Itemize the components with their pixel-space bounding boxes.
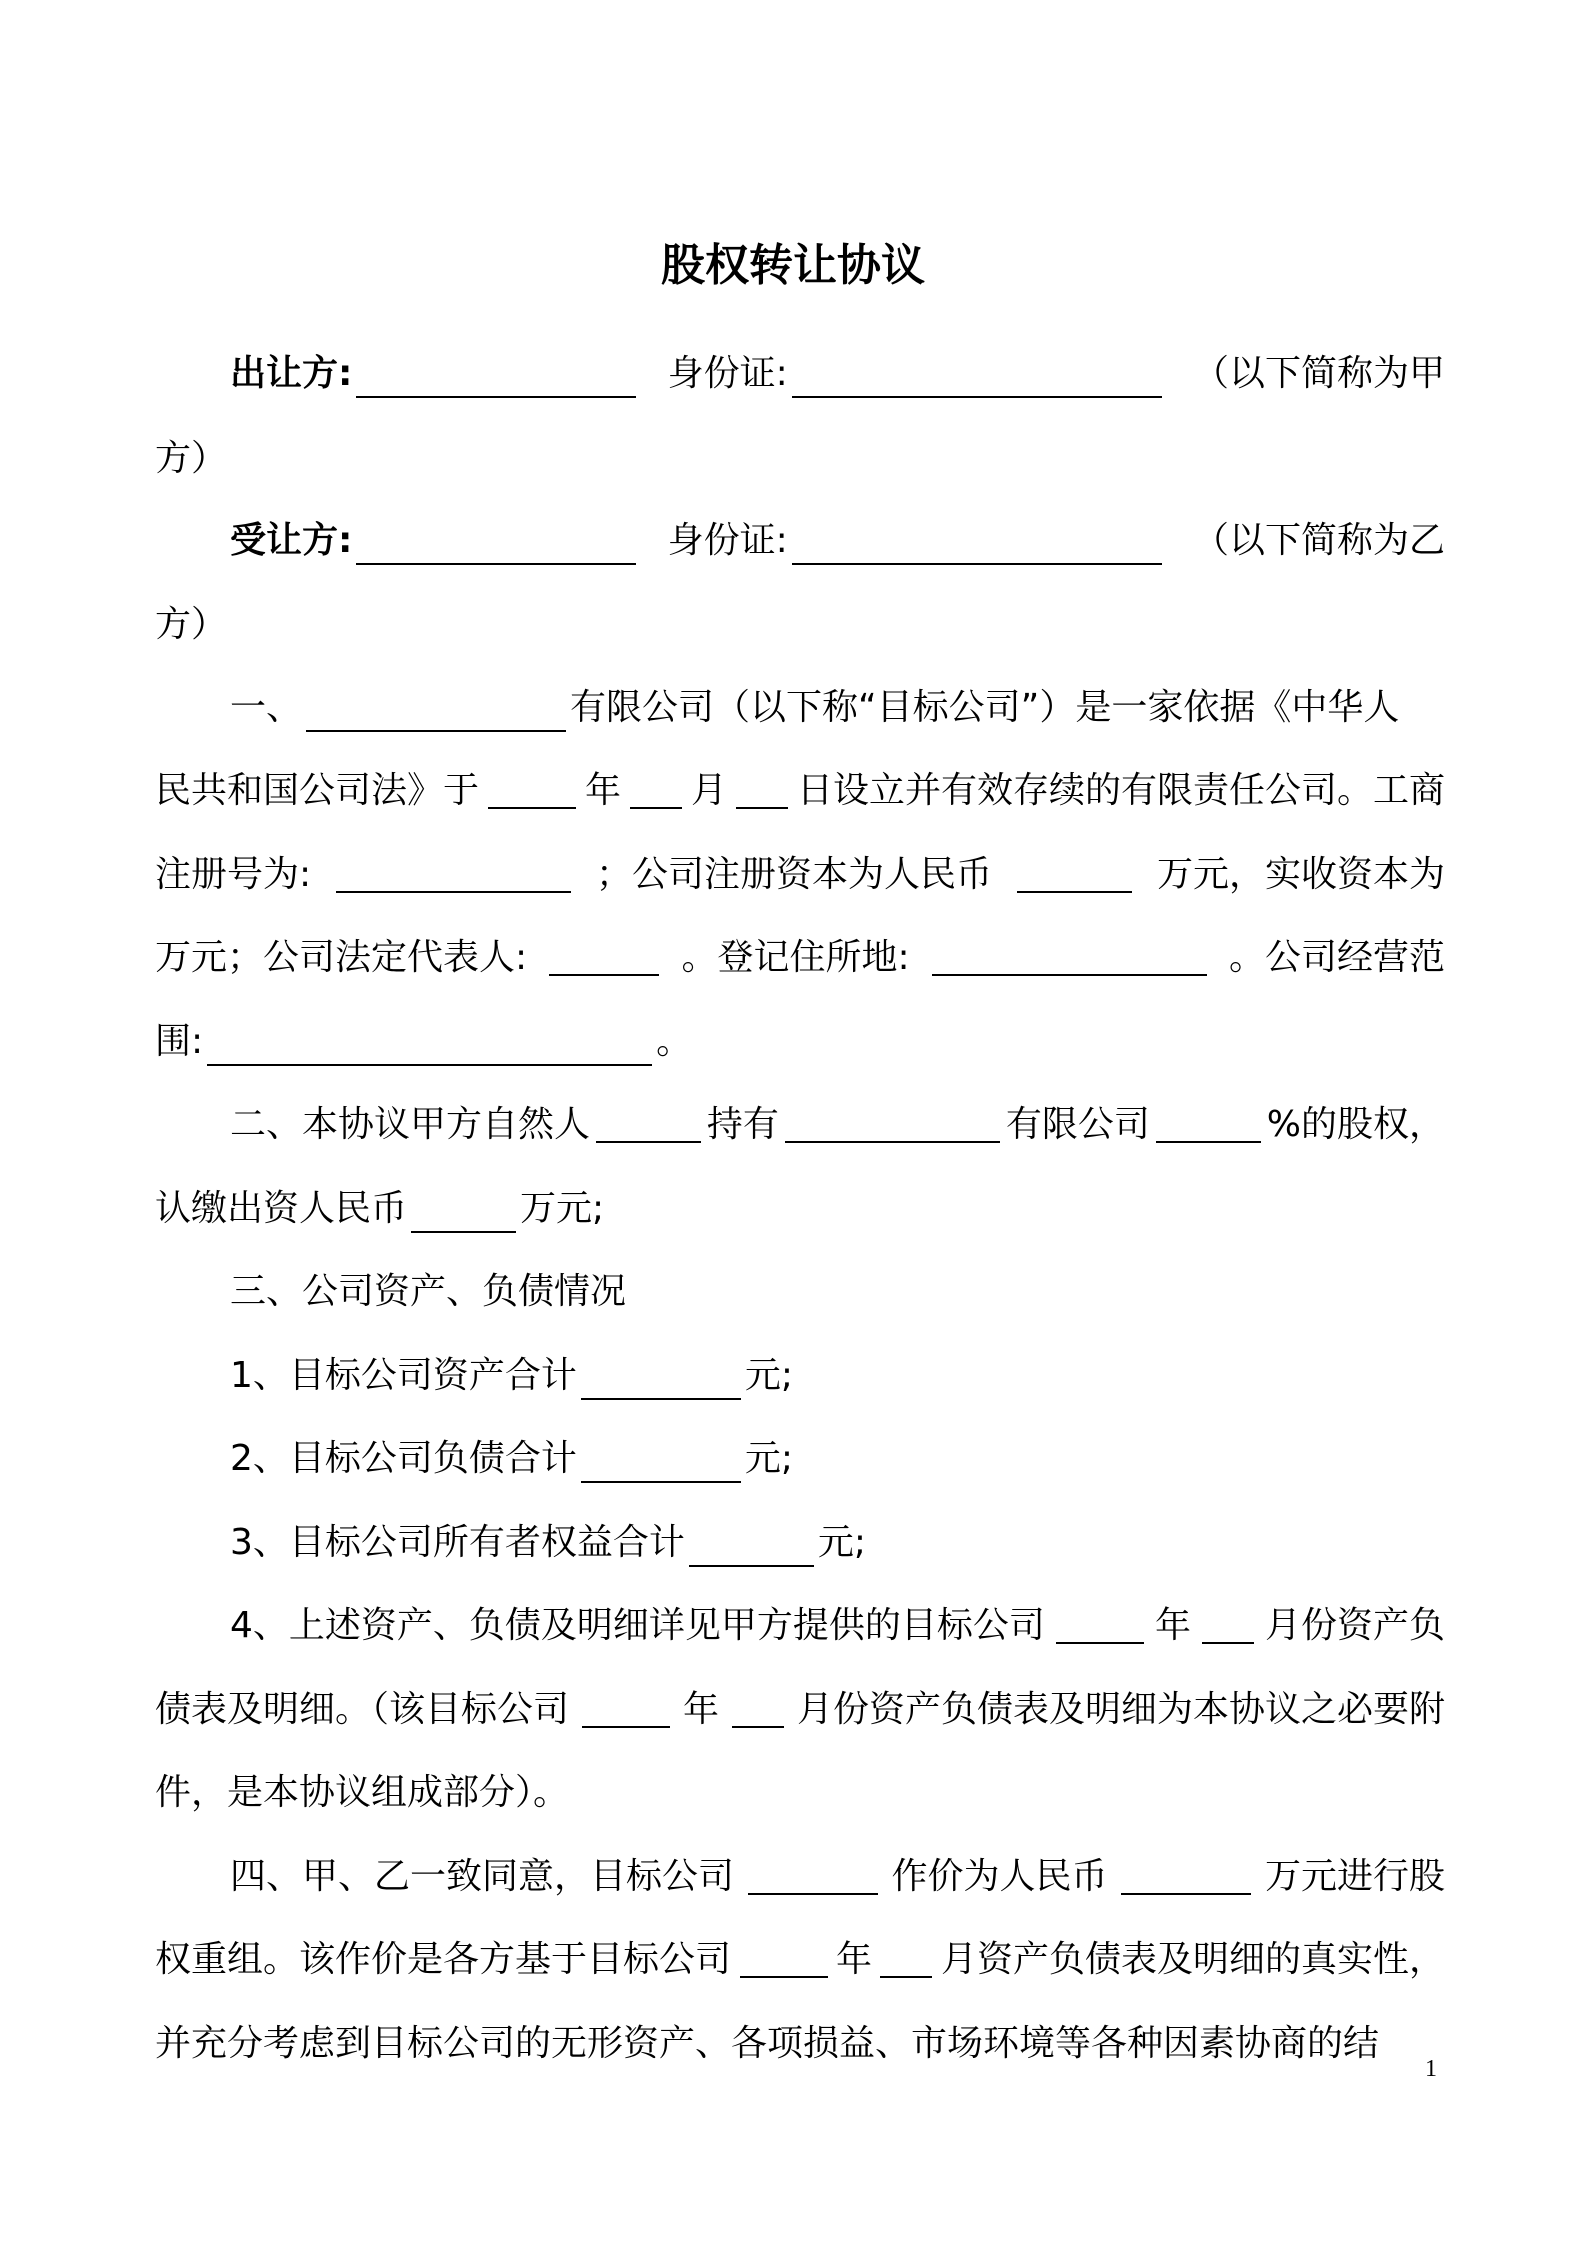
- total-liabilities-label: 2、目标公司负债合计: [230, 1438, 577, 1479]
- section-4-text-2c: 月资产负债表及明细的真实性，: [940, 1939, 1445, 1980]
- section-4-line-3: 并充分考虑到目标公司的无形资产、各项损益、市场环境等各种因素协商的结: [155, 2023, 1380, 2064]
- party-a-label: 出让方:: [230, 353, 353, 394]
- section-1-line-3: [155, 851, 1445, 899]
- section-1-line-1: [230, 684, 1445, 732]
- section-4-line-1: [230, 1853, 1445, 1901]
- valuation-amount-blank[interactable]: [1121, 1853, 1251, 1895]
- valuation-subject-blank[interactable]: [748, 1853, 878, 1895]
- section-3-item-2: [230, 1435, 1445, 1483]
- annex-month-blank[interactable]: [732, 1686, 784, 1728]
- legal-rep-label: 万元；公司法定代表人:: [155, 937, 528, 978]
- reg-no-blank[interactable]: [336, 851, 571, 893]
- section-3-item-3: [230, 1519, 1445, 1567]
- est-year-blank[interactable]: [488, 767, 576, 809]
- section-1-text: 有限公司（以下称“目标公司”）是一家依据《中华人: [570, 687, 1400, 728]
- subscribed-capital-label: 认缴出资人民币: [155, 1188, 408, 1229]
- item-4-text-c: 月份资产负: [1264, 1605, 1445, 1646]
- section-1-line-2: [155, 767, 1445, 815]
- section-3-item-4-line-3: 件，是本协议组成部分）。: [155, 1772, 570, 1813]
- section-1-text-2a: 民共和国公司法》于: [155, 770, 480, 811]
- party-b-line: [230, 517, 1445, 565]
- section-4-text-2a: 权重组。该作价是各方基于目标公司: [155, 1939, 732, 1980]
- document-title: 股权转让协议: [661, 240, 925, 291]
- subscribed-capital-blank[interactable]: [411, 1191, 516, 1233]
- balance-year-blank[interactable]: [1056, 1602, 1144, 1644]
- section-4-line-2: [155, 1936, 1445, 1984]
- party-b-note-cont: 方）: [155, 604, 228, 645]
- balance-month-blank[interactable]: [1202, 1602, 1254, 1644]
- reg-no-label: 注册号为:: [155, 854, 312, 895]
- section-3-heading: 三、公司资产、负债情况: [230, 1271, 627, 1312]
- legal-rep-blank[interactable]: [549, 934, 659, 976]
- party-b-label: 受让方:: [230, 520, 353, 561]
- subscribed-capital-unit: 万元;: [520, 1188, 605, 1229]
- section-1-number: 一、: [230, 687, 303, 728]
- section-2-line-2: [155, 1185, 1445, 1233]
- section-2-text-b: 持有: [706, 1104, 779, 1145]
- business-scope-blank[interactable]: [207, 1024, 652, 1066]
- annex-year-blank[interactable]: [582, 1686, 670, 1728]
- valuation-year-blank[interactable]: [740, 1936, 828, 1978]
- party-b-id-label: 身份证:: [667, 520, 788, 561]
- paid-capital-label: 万元，实收资本为: [1156, 854, 1445, 895]
- est-day-blank[interactable]: [736, 767, 788, 809]
- item-4-text-2c: 月份资产负债表及明细为本协议之必要附: [796, 1689, 1445, 1730]
- party-a-id-blank[interactable]: [792, 356, 1162, 398]
- section-3-item-1: [230, 1352, 1445, 1400]
- transferor-name-blank[interactable]: [596, 1101, 701, 1143]
- valuation-month-blank[interactable]: [880, 1936, 932, 1978]
- party-b-id-blank[interactable]: [792, 523, 1162, 565]
- party-a-note: （以下简称为甲: [1192, 353, 1445, 394]
- total-assets-unit: 元;: [744, 1355, 794, 1396]
- item-4-text-a: 4、上述资产、负债及明细详见甲方提供的目标公司: [230, 1605, 1045, 1646]
- section-2-text-a: 二、本协议甲方自然人: [230, 1104, 591, 1145]
- party-a-line: [230, 350, 1445, 398]
- section-2-text-c: 有限公司: [1005, 1104, 1150, 1145]
- party-a-id-label: 身份证:: [667, 353, 788, 394]
- year-label-4: 年: [835, 1939, 872, 1980]
- year-label: 年: [584, 770, 621, 811]
- party-a-name-blank[interactable]: [356, 356, 636, 398]
- year-label-3: 年: [682, 1689, 719, 1730]
- section-4-text-b: 作价为人民币: [891, 1856, 1108, 1897]
- section-3-item-4-line-1: [230, 1602, 1445, 1650]
- party-b-note: （以下简称为乙: [1192, 520, 1445, 561]
- section-4-text-a: 四、甲、乙一致同意，目标公司: [230, 1856, 735, 1897]
- total-liabilities-blank[interactable]: [581, 1441, 741, 1483]
- total-assets-blank[interactable]: [581, 1358, 741, 1400]
- section-1-text-2d: 日设立并有效存续的有限责任公司。工商: [796, 770, 1445, 811]
- owner-equity-blank[interactable]: [689, 1525, 814, 1567]
- reg-capital-label: ；公司注册资本为人民币: [596, 854, 993, 895]
- party-a-note-cont: 方）: [155, 438, 228, 479]
- owner-equity-unit: 元;: [817, 1522, 867, 1563]
- total-assets-label: 1、目标公司资产合计: [230, 1355, 577, 1396]
- equity-percent-blank[interactable]: [1156, 1101, 1261, 1143]
- address-blank[interactable]: [932, 934, 1207, 976]
- year-label-2: 年: [1154, 1605, 1191, 1646]
- section-1-line-4: [155, 934, 1445, 982]
- reg-capital-blank[interactable]: [1017, 851, 1132, 893]
- section-2-line-1: [230, 1101, 1445, 1149]
- month-label: 月: [690, 770, 727, 811]
- address-label: 。登记住所地:: [681, 937, 910, 978]
- business-scope-label: 。公司经营范: [1228, 937, 1445, 978]
- company-name-blank-2[interactable]: [785, 1101, 1000, 1143]
- est-month-blank[interactable]: [630, 767, 682, 809]
- business-scope-label-cont: 围:: [155, 1021, 204, 1062]
- section-3-item-4-line-2: [155, 1686, 1445, 1734]
- item-4-text-2a: 债表及明细。（该目标公司: [155, 1689, 570, 1730]
- section-4-text-c: 万元进行股: [1264, 1856, 1445, 1897]
- page-number: 1: [1425, 2056, 1437, 2082]
- party-b-name-blank[interactable]: [356, 523, 636, 565]
- company-name-blank[interactable]: [306, 690, 566, 732]
- section-2-text-d: %的股权，: [1266, 1104, 1445, 1145]
- owner-equity-label: 3、目标公司所有者权益合计: [230, 1522, 685, 1563]
- section-1-line-5: [155, 1018, 1445, 1066]
- period: 。: [656, 1021, 693, 1062]
- total-liabilities-unit: 元;: [744, 1438, 794, 1479]
